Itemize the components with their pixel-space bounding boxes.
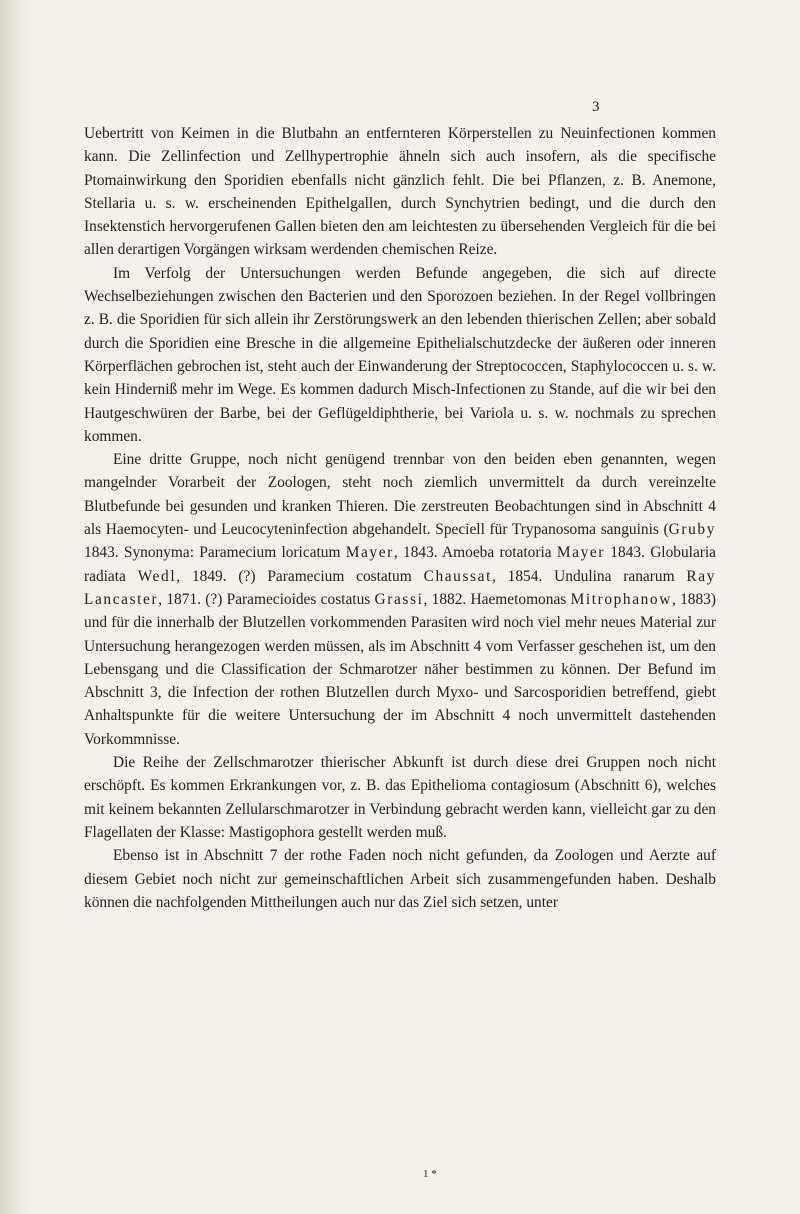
author-name: Mitrophanow [570, 590, 672, 608]
body-text [84, 122, 716, 914]
author-name: Mayer [556, 544, 606, 562]
paragraph-2: Im Verfolg der Untersuchungen werden Befunde angegeben, die sich auf directe Wechselbeziehungen zwischen den Bacterien und den Sporozoen beziehen. In der Regel vollbringen z. B. die Sporidien für sich allein ihr Zerstörungswerk an den lebenden thierischen Zellen; aber sobald durch die Sporidien eine Bresche in die allgemeine Epithelialschutzdecke der äußeren oder inneren Körperflächen gebrochen ist, steht auch der Einwanderung der Streptococcen, Staphylococcen u. s. w. kein Hinderniß mehr im Wege. Es kommen dadurch Misch-Infectionen zu Stande, auf die wir bei den Hautgeschwüren der Barbe, bei der Geflügeldiphtherie, bei Variola u. s. w. nochmals zu sprechen kommen. [84, 264, 716, 445]
paragraph-3-text-g: , 1871. (?) Paramecioides costatus [158, 590, 375, 608]
paragraph-3-text-c: , 1843. Amoeba rotatoria [393, 544, 557, 562]
author-name: Gruby [668, 521, 716, 539]
paragraph-3-text-e: , 1849. (?) Paramecium costatum [176, 567, 424, 585]
author-name: Chaussat [423, 567, 492, 585]
printer-signature-mark: 1 * [423, 1168, 437, 1180]
paragraph-3-text-b: 1843. Synonyma: Paramecium loricatum [84, 544, 346, 562]
author-name: Wedl [137, 567, 177, 585]
paragraph-1: Uebertritt von Keimen in die Blutbahn an entfernteren Körperstellen zu Neuinfectionen kommen kann. Die Zellinfection und Zellhypertrophie ähneln sich auch insofern, als die specifische Ptomainwirkung den Sporidien ebenfalls nicht gänzlich fehlt. Die bei Pflanzen, z. B. Anemone, Stellaria u. s. w. erscheinenden Epithelgallen, durch Synchytrien bedingt, und die durch den Insektenstich hervorgerufenen Gallen bieten den am leichtesten zu übersehenden Vergleich für die bei allen derartigen Vorgängen wirksam werdenden chemischen Reize. [84, 125, 716, 259]
paragraph-4: Die Reihe der Zellschmarotzer thierischer Abkunft ist durch diese drei Gruppen noch nicht erschöpft. Es kommen Erkrankungen vor, z. B. das Epithelioma contagiosum (Abschnitt 6), welches mit keinem bekannten Zellularschmarotzer in Verbindung gebracht werden kann, vielleicht gar zu den Flagellaten der Klasse: Mastigophora gestellt werden muß. [84, 754, 716, 841]
paragraph-3-text-i: , 1883) und für die innerhalb der Blutzellen vorkommenden Parasiten wird noch viel mehr neues Material zur Untersuchung herangezogen werden müssen, als im Abschnitt 4 vom Verfasser geschehen ist, um den Lebensgang und die Classification der Schmarotzer näher bestimmen zu können. Der Befund im Abschnitt 3, die Infection der rothen Blutzellen durch Myxo- und Sarcosporidien betreffend, giebt Anhaltspunkte für die weitere Untersuchung der im Abschnitt 4 noch unvermittelt dastehenden Vorkommnisse. [84, 590, 716, 748]
page-edge-shadow [0, 0, 30, 1214]
paragraph-3-text-a: Eine dritte Gruppe, noch nicht genügend trennbar von den beiden eben genannten, wegen mangelnder Vorarbeit der Zoologen, steht noch ziemlich unvermittelt da durch vereinzelte Blutbefunde bei gesunden und kranken Thieren. Die zerstreuten Beobachtungen sind in Abschnitt 4 als Haemocyten- und Leucocyteninfection abgehandelt. Speciell für Trypanosoma sanguinis ( [84, 451, 716, 539]
author-name: Grassi [374, 590, 424, 608]
paragraph-3-text-h: , 1882. Haemetomonas [423, 590, 571, 608]
page-number: 3 [592, 99, 600, 115]
paragraph-3 [84, 448, 716, 751]
paragraph-3-text-d: 1843. Globularia radiata [84, 544, 717, 585]
paragraph-3-text-f: , 1854. Undulina ranarum [491, 567, 687, 585]
paragraph-5: Ebenso ist in Abschnitt 7 der rothe Faden noch nicht gefunden, da Zoologen und Aerzte auf diesem Gebiet noch nicht zur gemeinschaftlichen Arbeit sich zusammengefunden haben. Deshalb können die nachfolgenden Mittheilungen auch nur das Ziel sich setzen, unter [84, 847, 716, 911]
author-name: Mayer [345, 544, 394, 562]
author-name: Ray Lancaster [84, 567, 717, 608]
